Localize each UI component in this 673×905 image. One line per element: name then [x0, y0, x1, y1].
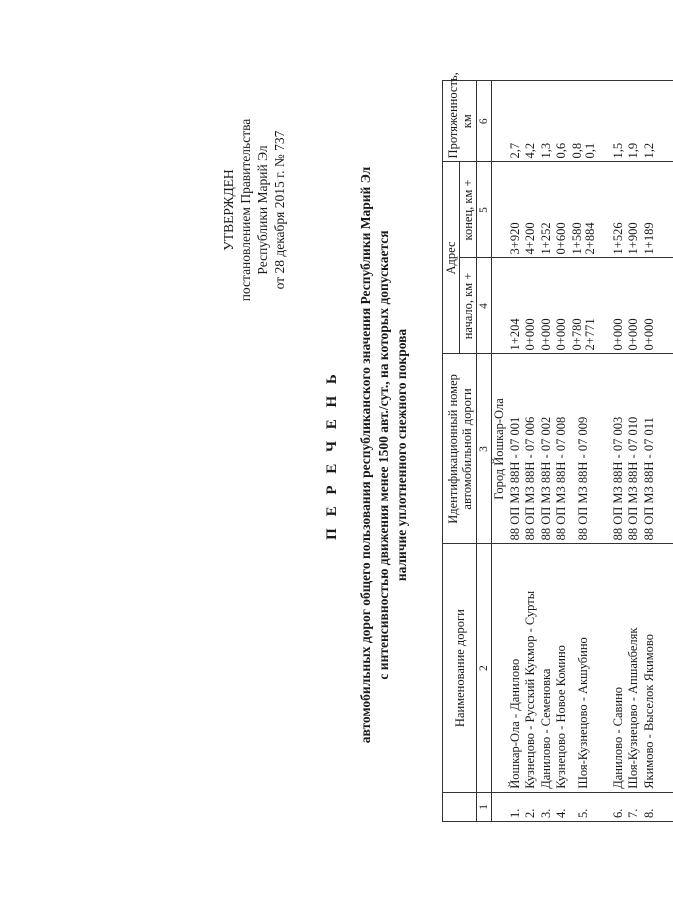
road-start: 0+780 [569, 318, 584, 351]
road-id: 88 ОП МЗ 88Н - 07 003 [611, 354, 627, 544]
road-id: 88 ОП МЗ 88Н - 07 009 [570, 354, 599, 544]
road-id: 88 ОП МЗ 88Н - 07 001 [508, 354, 524, 544]
road-start-secondary: 2+771 [583, 318, 597, 351]
table-tail [657, 81, 673, 822]
road-name: Шоя-Кузнецово - Апшакбеляк [626, 544, 642, 792]
row-index: 6. [611, 792, 627, 821]
road-length: 4,2 [523, 81, 539, 162]
approval-stamp [220, 80, 288, 340]
rotated-sheet [220, 72, 656, 830]
approval-line-1: УТВЕРЖДЕН [221, 169, 236, 251]
table-row [642, 81, 658, 822]
approval-line-3: Республики Марий Эл [255, 145, 270, 275]
road-name: Данилово - Савино [611, 544, 627, 792]
document-subtitle-line-3: наличие уплотненного снежного покрова [394, 328, 409, 582]
road-start: 0+000 [523, 258, 539, 354]
header-start: начало, км + [460, 258, 477, 354]
row-index: 3. [539, 792, 555, 821]
header-address: Адрес [443, 162, 460, 354]
road-end: 4+200 [523, 162, 539, 258]
road-end-secondary: 2+884 [583, 222, 597, 255]
road-length-secondary: 0,1 [583, 142, 597, 159]
road-id: 88 ОП МЗ 88Н - 07 010 [626, 354, 642, 544]
road-name: Йошкар-Ола - Данилово [508, 544, 524, 792]
table-row [523, 81, 539, 822]
column-number: 4 [477, 258, 492, 354]
column-number: 5 [477, 162, 492, 258]
road-end: 1+252 [539, 162, 555, 258]
row-gap [599, 81, 611, 822]
road-end: 1+189 [642, 162, 658, 258]
table-body [492, 81, 673, 822]
row-index: 5. [570, 792, 599, 821]
header-index [443, 792, 477, 821]
road-end: 0+600 [554, 162, 570, 258]
approval-line-4: от 28 декабря 2015 г. № 737 [272, 130, 287, 290]
road-id: 88 ОП МЗ 88Н - 07 006 [523, 354, 539, 544]
column-number: 6 [477, 81, 492, 162]
document-subtitle-line-1: автомобильных дорог общего пользования республиканского значения Республики Марий Эл [358, 166, 373, 744]
table-row [626, 81, 642, 822]
road-start: 0+000 [642, 258, 658, 354]
row-index: 8. [642, 792, 658, 821]
roads-table [442, 72, 673, 822]
table-row [611, 81, 627, 822]
table-row [554, 81, 570, 822]
column-number: 2 [477, 544, 492, 792]
group-title: Город Йошкар-Ола [492, 354, 508, 544]
group-heading-row [492, 81, 508, 822]
road-end: 1+900 [626, 162, 642, 258]
road-name: Данилово - Семеновка [539, 544, 555, 792]
table-row [539, 81, 555, 822]
road-id: 88 ОП МЗ 88Н - 07 008 [554, 354, 570, 544]
road-name: Кузнецово - Русский Кукмор - Сурты [523, 544, 539, 792]
road-length: 0,6 [554, 81, 570, 162]
table-row [508, 81, 524, 822]
road-length: 1,9 [626, 81, 642, 162]
road-start: 1+204 [508, 258, 524, 354]
road-length: 0,8 [569, 142, 584, 159]
road-length-cell [570, 81, 599, 162]
row-index: 1. [508, 792, 524, 821]
road-start: 0+000 [539, 258, 555, 354]
road-length: 1,5 [611, 81, 627, 162]
document-subtitle-line-2: с интенсивностью движения менее 1500 авт./сут., на которых допускается [376, 230, 391, 680]
road-start: 0+000 [554, 258, 570, 354]
header-end: конец, км + [460, 162, 477, 258]
row-index: 7. [626, 792, 642, 821]
road-start-cell [570, 258, 599, 354]
road-id: 88 ОП МЗ 88Н - 07 002 [539, 354, 555, 544]
approval-line-2: постановлением Правительства [238, 118, 253, 302]
road-name: Кузнецово - Новое Комино [554, 544, 570, 792]
road-length: 2,7 [508, 81, 524, 162]
header-id-number: Идентификационный номер автомобильной дороги [443, 354, 477, 544]
table-header [443, 72, 492, 822]
row-index: 4. [554, 792, 570, 821]
table-row [570, 81, 599, 822]
road-length: 1,3 [539, 81, 555, 162]
column-numbers-row [477, 81, 492, 822]
road-end: 1+526 [611, 162, 627, 258]
document-title: П Е Р Е Ч Е Н Ь [324, 370, 340, 540]
road-start: 0+000 [611, 258, 627, 354]
column-number: 3 [477, 354, 492, 544]
road-end-cell [570, 162, 599, 258]
road-name: Шоя-Кузнецово - Акшубино [570, 544, 599, 792]
header-road-name: Наименование дороги [443, 544, 477, 792]
road-id: 88 ОП МЗ 88Н - 07 011 [642, 354, 658, 544]
road-end: 3+920 [508, 162, 524, 258]
road-length: 1,2 [642, 81, 658, 162]
road-end: 1+580 [569, 222, 584, 255]
row-index: 2. [523, 792, 539, 821]
road-start: 0+000 [626, 258, 642, 354]
road-name: Якимово - Выселок Якимово [642, 544, 658, 792]
column-number: 1 [477, 792, 492, 821]
header-length: Протяженность, км [443, 81, 477, 162]
